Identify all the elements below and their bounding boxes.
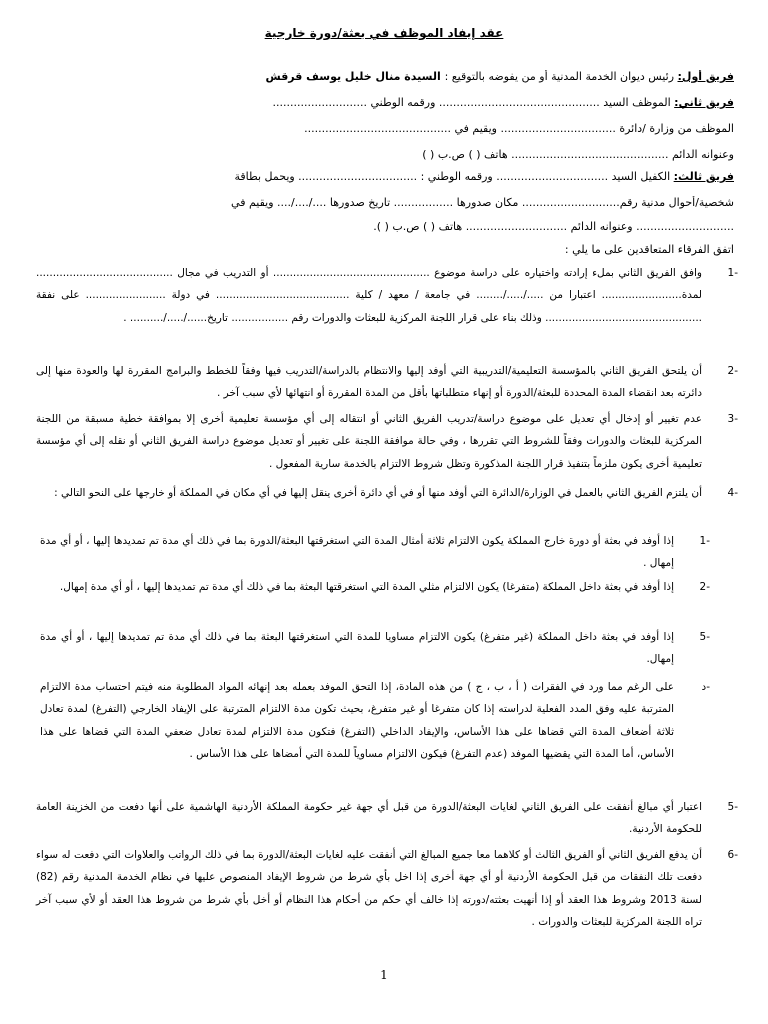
clause-text: أن يدفع الفريق الثاني أو الفريق الثالث أو كلاهما معا جميع المبالغ التي أنفقت عليه لغايات البعثة/الدورة بما في ذلك الرواتب والعلاوات التي دفعت له سواء دفعت تلك النفقات من قبل الحكومة الأردنية أو أي جهة أخرى إذا اخل بأي شرط من شروط الإيفاد المنصوص عليها في نظام الخدمة المدنية رقم (82) لسنة 2013 وشروط هذا العقد أو إذا أنهيت بعثته/دورته إذا خالف أي حكم من أحكام هذا النظام أو أخل بأي شرط من شروط هذا العقد أو لأي سبب آخر تراه اللجنة المركزية للبعثات والدورات . xyxy=(36,849,702,929)
clause-5 xyxy=(36,796,738,841)
clause-number: 1- xyxy=(727,267,738,279)
party3-line2: شخصية/أحوال مدنية رقم............................ مكان صدورها ................. تاريخ صدورها ..../..../.... ويقيم في xyxy=(231,196,734,209)
subclause-text: إذا أوفد في بعثة داخل المملكة (غير متفرغ) يكون الالتزام مساويا للمدة التي استغرقتها البعثة بما في ذلك أي مدة تم تمديدها إليها ، أو أي مدة إمهال. xyxy=(40,631,674,666)
clause-text: أن يلتزم الفريق الثاني بالعمل في الوزارة/الدائرة التي أوفد منها أو في أي دائرة أخرى ينقل إليها في أي مكان في المملكة أو خارجها على النحو التالي : xyxy=(54,487,702,499)
party1-text: رئيس ديوان الخدمة المدنية أو من يفوضه بالتوقيع : xyxy=(444,70,678,83)
subclause-number: 1- xyxy=(699,535,710,547)
agreement-intro: اتفق الفرقاء المتعاقدين على ما يلي : xyxy=(564,243,734,256)
clause-1 xyxy=(36,262,738,329)
clause-text: اعتبار أي مبالغ أنفقت على الفريق الثاني لغايات البعثة/الدورة من قبل أي جهة غير حكومة المملكة الأردنية الهاشمية على أنها دفعت من الخزينة العامة للحكومة الأردنية. xyxy=(36,801,702,836)
subclause-number: د- xyxy=(701,681,710,693)
subclause-b xyxy=(40,576,710,598)
party3-label: فريق ثالث: xyxy=(673,170,734,183)
clause-text: وافق الفريق الثاني بملء إرادته واختياره على دراسة موضوع ............................................... أو التدريب في مجال ......................................... لمدة........................ اعتبارا من ...../...../........ في جامعة / معهد / كلية ........................................ في دولة ........................ على نفقة ............................................... وذلك بناء على قرار اللجنة المركزية للبعثات والدورات رقم ................. تاريخ....../...../.......... . xyxy=(36,267,702,324)
subclause-d xyxy=(40,676,710,766)
subclause-number: 5- xyxy=(699,631,710,643)
party3-line1-text: الكفيل السيد ................................ ورقمه الوطني : .................................. ويحمل بطاقة xyxy=(234,170,674,183)
clause-text: أن يلتحق الفريق الثاني بالمؤسسة التعليمية/التدريبية التي أوفد إليها والانتظام بالدراسة/التدريب فيها وفقاً للخطط والبرامج المقررة لها والعودة منها إلى دائرته بعد انقضاء المدة المحددة للبعثة/الدورة أو إنهاء متطلباتها بأقل من المدة المقررة أو انتهائها لأي سبب آخر . xyxy=(36,365,702,400)
clause-number: 3- xyxy=(727,413,738,425)
clause-2 xyxy=(36,360,738,405)
party2-line2: الموظف من وزارة /دائرة ................................. ويقيم في .......................................... xyxy=(304,122,734,135)
party1-line xyxy=(34,70,734,84)
page-number: 1 xyxy=(380,968,388,982)
party2-line1-text: الموظف السيد .............................................. ورقمه الوطني ........................... xyxy=(272,96,675,109)
subclause-text: على الرغم مما ورد في الفقرات ( أ ، ب ، ج ) من هذه المادة، إذا التحق الموفد بعمله بعد إنهائه المواد المطلوبة منه فيتم احتساب مدة الالتزام المترتبة عليه وفق المدد الفعلية لدراسته إذا كان متفرغا أو غير متفرغ، بحيث تكون مدة الالتزام المترتبة على الإيفاد الخارجي (التفرغ) لمدة تعادل ثلاثة أضعاف المدة التي قضاها على هذا الأساس، والإيفاد الداخلي (التفرغ) فتكون مدة الالتزام لمدة تعادل ضعفي المدة التي قضاها على هذا الأساس، أما المدة التي يقضيها الموفد (عدم التفرغ) فيكون الالتزام مساوياً للمدة التي أمضاها على هذا الأساس . xyxy=(40,681,674,761)
clause-number: 2- xyxy=(727,365,738,377)
party2-line3: وعنوانه الدائم ............................................. هاتف ( ) ص.ب ( ) xyxy=(422,148,734,161)
clause-text: عدم تغيير أو إدخال أي تعديل على موضوع دراسة/تدريب الفريق الثاني أو انتقاله إلى أي مؤسسة تعليمية أخرى إلا بموافقة خطية مسبقة من اللجنة المركزية للبعثات والدورات وفقاً للشروط التي تقررها ، وفي حالة موافقة اللجنة على تغيير أو تعديل موضوع دراسة الفريق الثاني أو نقله إلى أي مؤسسة تعليمية أخرى يكون ملزماً بتنفيذ قرار اللجنة المذكورة وتظل شروط الالتزام بالخدمة سارية المفعول . xyxy=(36,413,702,470)
party1-label: فريق أول: xyxy=(677,70,734,83)
document-title: عقد إيفاد الموظف في بعثة/دورة خارجية xyxy=(264,26,504,40)
clause-6 xyxy=(36,844,738,934)
party2-label: فريق ثاني: xyxy=(674,96,734,109)
subclause-text: إذا أوفد في بعثة أو دورة خارج المملكة يكون الالتزام ثلاثة أمثال المدة التي استغرقتها البعثة/الدورة بما في ذلك أي مدة تم تمديدها إليها ، أو أي مدة إمهال . xyxy=(40,535,674,570)
clause-number: 4- xyxy=(727,487,738,499)
subclause-a xyxy=(40,530,710,575)
subclause-text: إذا أوفد في بعثة داخل المملكة (متفرغا) يكون الالتزام مثلي المدة التي استغرقتها البعثة بما في ذلك أي مدة تم تمديدها إليها ، أو أي مدة إمهال. xyxy=(59,581,674,593)
subclause-number: 2- xyxy=(699,581,710,593)
subclause-c xyxy=(40,626,710,671)
party3-line1 xyxy=(34,170,734,184)
clause-number: 5- xyxy=(727,801,738,813)
clause-number: 6- xyxy=(727,849,738,861)
party3-line3: ............................ وعنوانه الدائم ............................. هاتف ( ) ص.ب ( ). xyxy=(373,220,734,233)
clause-4 xyxy=(36,482,738,504)
party1-name: السيدة منال خليل يوسف قرقش xyxy=(265,70,445,83)
party2-line1 xyxy=(34,96,734,110)
clause-3 xyxy=(36,408,738,475)
